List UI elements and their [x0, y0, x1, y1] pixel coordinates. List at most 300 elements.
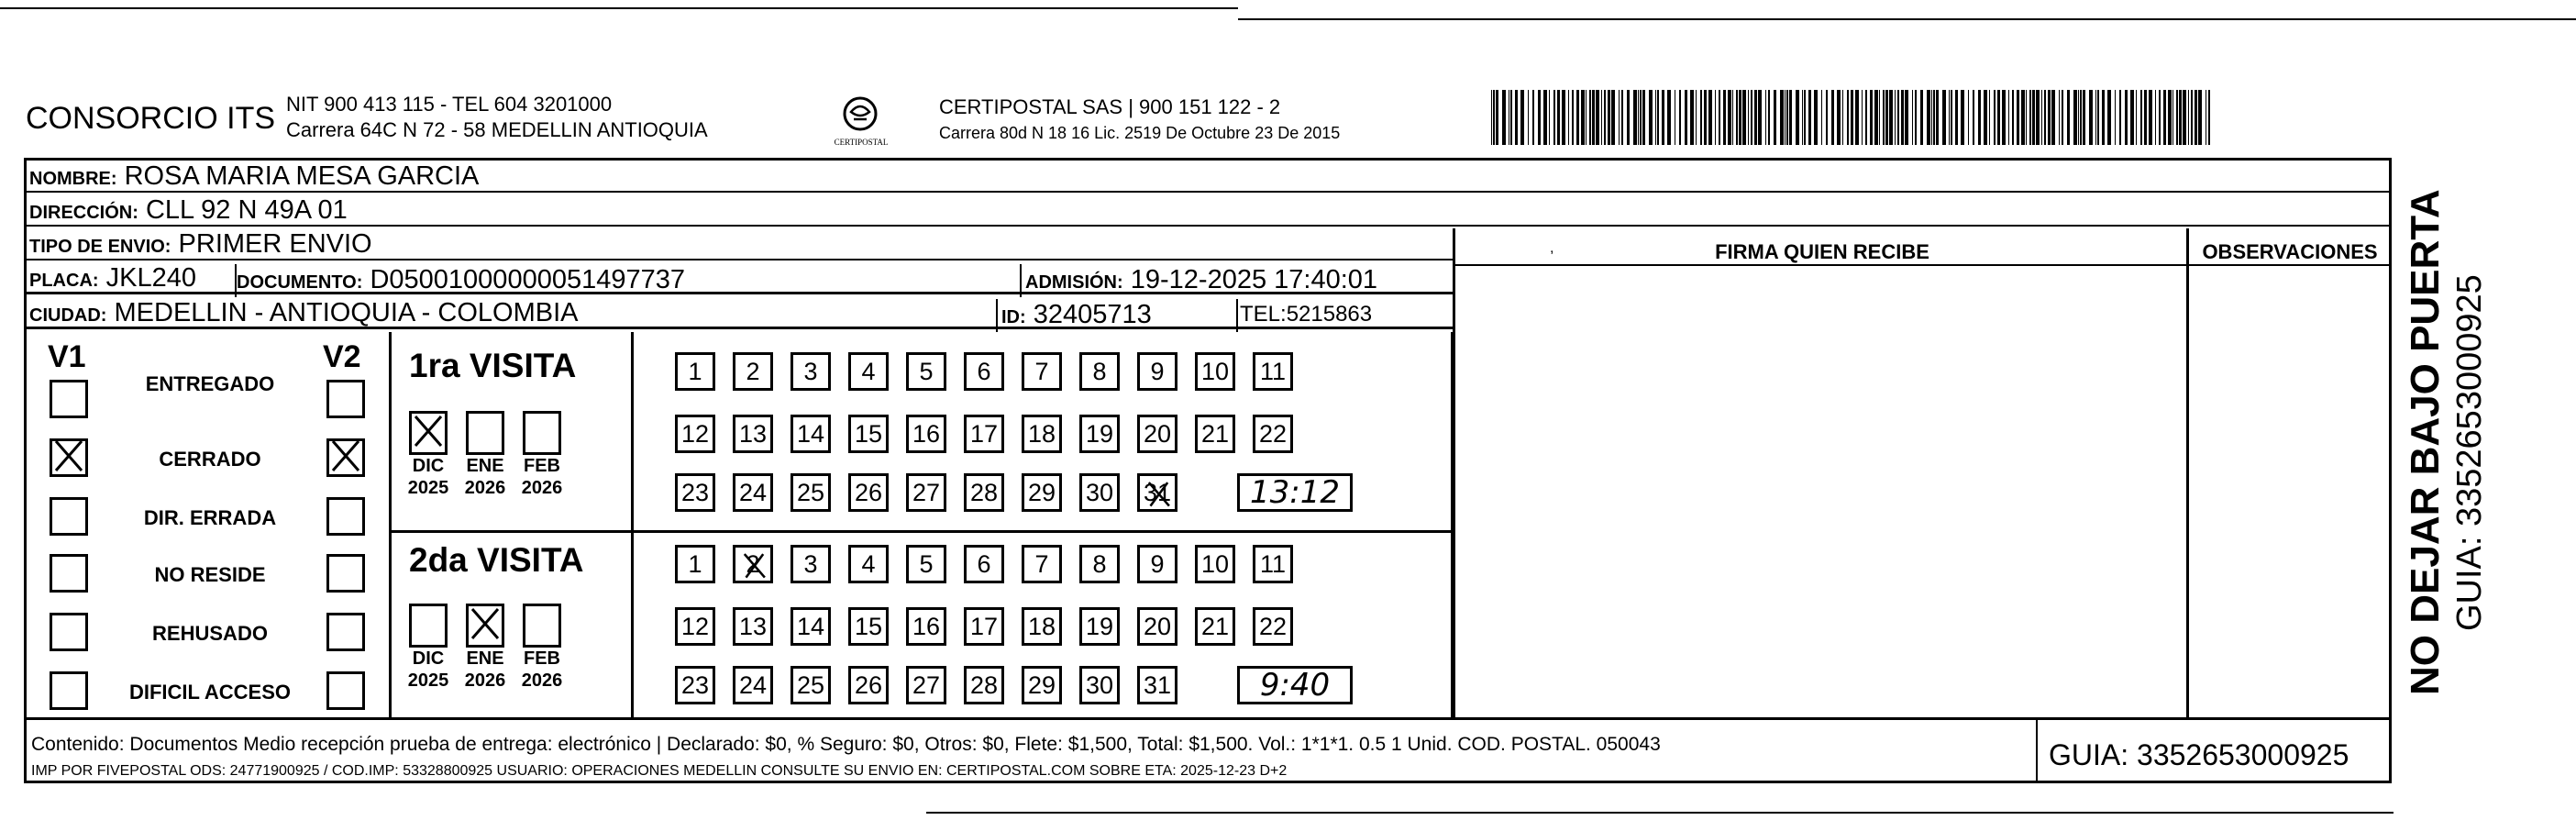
barcode-bar: [1491, 90, 1492, 145]
barcode-bar: [1586, 90, 1587, 145]
status-v1-checkbox[interactable]: [50, 497, 88, 536]
barcode-bar: [1736, 90, 1738, 145]
barcode-bar: [1851, 90, 1853, 145]
sep-visits-days: [631, 332, 634, 717]
visit2-day-box[interactable]: [1137, 545, 1177, 583]
tel-value: 5215863: [1286, 302, 1373, 327]
month-name: ENE: [466, 456, 504, 476]
barcode-bar: [2168, 90, 2172, 145]
month-year: 2026: [464, 670, 506, 691]
day-number: 9: [1150, 549, 1165, 578]
name-label: NOMBRE:: [29, 169, 117, 189]
sep-observations: [2186, 228, 2189, 717]
visit1-month-label: [514, 455, 570, 499]
visit1-day-box[interactable]: [848, 415, 889, 453]
day-number: 14: [796, 419, 825, 448]
recipient-address: CLL 92 N 49A 01: [145, 195, 348, 225]
barcode-bar: [2051, 90, 2055, 145]
visit2-day-box[interactable]: [906, 545, 946, 583]
city-value: MEDELLIN - ANTIOQUIA - COLOMBIA: [114, 298, 579, 327]
day-number: 28: [969, 478, 999, 506]
day-number: 10: [1200, 549, 1230, 578]
visit2-day-box[interactable]: [1253, 607, 1293, 646]
visit1-day-box[interactable]: [1253, 352, 1293, 391]
visit2-day-box[interactable]: [733, 607, 773, 646]
visit1-day-box[interactable]: [1022, 473, 1062, 512]
barcode-bar: [1754, 90, 1757, 145]
day-number: 14: [796, 612, 825, 640]
barcode-bar: [1619, 90, 1620, 145]
barcode-bar: [2089, 90, 2093, 145]
shipment-type: PRIMER ENVIO: [178, 229, 372, 259]
signature-dot: ,: [1550, 240, 1554, 256]
day-number: 22: [1258, 419, 1288, 448]
sep-doc: [235, 264, 237, 297]
visit1-day-box[interactable]: [675, 352, 715, 391]
barcode-bar: [2179, 90, 2182, 145]
barcode-bar: [1748, 90, 1749, 145]
observations-header: OBSERVACIONES: [2202, 240, 2378, 263]
day-number: 11: [1259, 549, 1287, 578]
visit1-day-box[interactable]: [733, 415, 773, 453]
barcode-bar: [1901, 90, 1904, 145]
visit2-day-box[interactable]: [675, 666, 715, 704]
doc-value: D05001000000051497737: [370, 265, 685, 294]
barcode-bar: [1897, 90, 1899, 145]
barcode-bar: [1655, 90, 1656, 145]
status-label: ENTREGADO: [145, 372, 275, 395]
courier-info: [939, 94, 1340, 146]
visit1-month-checkbox[interactable]: [523, 411, 561, 455]
day-number: 26: [854, 670, 883, 699]
visit1-day-box[interactable]: [964, 473, 1004, 512]
visit2-day-box[interactable]: [964, 666, 1004, 704]
barcode-bar: [2172, 90, 2173, 145]
barcode-bar: [1510, 90, 1512, 145]
barcode-bar: [2183, 90, 2186, 145]
status-label: CERRADO: [159, 448, 261, 471]
barcode-bar: [1895, 90, 1896, 145]
status-label: REHUSADO: [152, 622, 268, 645]
visit1-day-box[interactable]: [1079, 415, 1120, 453]
visit1-day-box[interactable]: [1195, 415, 1235, 453]
day-number: 16: [912, 612, 941, 640]
document-field: [237, 264, 685, 295]
barcode-bar: [1572, 90, 1574, 145]
status-v1-checkbox[interactable]: [50, 438, 88, 477]
barcode-bar: [1927, 90, 1930, 145]
barcode-bar: [1831, 90, 1834, 145]
barcode-bar: [2149, 90, 2152, 145]
visit2-day-box[interactable]: [848, 666, 889, 704]
barcode-bar: [1742, 90, 1746, 145]
status-v2-checkbox[interactable]: [326, 613, 365, 651]
day-number: 5: [919, 357, 934, 385]
visit1-day-box[interactable]: [848, 473, 889, 512]
visit1-day-box[interactable]: [790, 352, 831, 391]
day-number: 30: [1085, 478, 1114, 506]
visit2-day-box[interactable]: [906, 666, 946, 704]
barcode-bar: [1719, 90, 1720, 145]
visit1-title: 1ra VISITA: [409, 347, 577, 384]
barcode-bar: [1581, 90, 1585, 145]
barcode-bar: [1942, 90, 1946, 145]
signature-area[interactable]: [1456, 268, 2184, 715]
v1-header: V1: [48, 339, 86, 374]
visit2-day-box[interactable]: [675, 545, 715, 583]
status-v1-checkbox[interactable]: [50, 613, 88, 651]
barcode-bar: [1874, 90, 1878, 145]
barcode-bar: [1604, 90, 1606, 145]
barcode-bar: [1885, 90, 1888, 145]
barcode-bar: [2130, 90, 2134, 145]
visit2-month-label: [514, 648, 570, 692]
sep-footer-guia: [2036, 717, 2038, 783]
barcode-bar: [2017, 90, 2019, 145]
visit2-day-box[interactable]: [848, 545, 889, 583]
month-year: 2026: [521, 478, 563, 498]
visit1-day-box[interactable]: [1079, 473, 1120, 512]
visit2-month-label: [400, 648, 457, 692]
month-year: 2025: [407, 478, 449, 498]
barcode-bar: [1520, 90, 1524, 145]
barcode-bar: [2032, 90, 2035, 145]
side-guia: GUIA: 3352653000925: [2450, 274, 2489, 631]
visit2-day-box[interactable]: [733, 545, 773, 583]
visit2-day-box[interactable]: [1137, 666, 1177, 704]
barcode-bar: [1502, 90, 1506, 145]
visit1-day-box[interactable]: [1022, 352, 1062, 391]
barcode-bar: [1984, 90, 1987, 145]
day-number: 24: [738, 478, 768, 506]
barcode-bar: [1557, 90, 1560, 145]
barcode-bar: [1543, 90, 1547, 145]
status-v1-checkbox[interactable]: [50, 380, 88, 418]
sep-admission: [1020, 264, 1022, 297]
barcode-bar: [2012, 90, 2014, 145]
visit1-day-box[interactable]: [790, 473, 831, 512]
visit1-day-box[interactable]: [1195, 352, 1235, 391]
day-number: 29: [1027, 478, 1056, 506]
barcode-bar: [1732, 90, 1733, 145]
barcode-bar: [1596, 90, 1599, 145]
day-number: 31: [1143, 478, 1172, 506]
day-number: 2: [746, 549, 760, 578]
barcode-bar: [1780, 90, 1784, 145]
visit2-day-box[interactable]: [1079, 545, 1120, 583]
day-number: 16: [912, 419, 941, 448]
day-number: 5: [919, 549, 934, 578]
barcode-bar: [1592, 90, 1595, 145]
barcode-bar: [2080, 90, 2082, 145]
visit1-day-box[interactable]: [906, 352, 946, 391]
visit2-day-box[interactable]: [906, 607, 946, 646]
barcode-bar: [1657, 90, 1659, 145]
visit1-month-checkbox[interactable]: [466, 411, 504, 455]
barcode-bar: [1883, 90, 1885, 145]
visit2-day-box[interactable]: [1079, 607, 1120, 646]
barcode-bar: [2059, 90, 2060, 145]
barcode-bar: [1568, 90, 1569, 145]
barcode-bar: [1700, 90, 1702, 145]
barcode-bar: [1814, 90, 1818, 145]
visit1-day-box[interactable]: [906, 415, 946, 453]
visit1-day-box[interactable]: [964, 415, 1004, 453]
visit1-day-box[interactable]: [675, 415, 715, 453]
id-field: [1001, 299, 1152, 330]
barcode-bar: [2155, 90, 2156, 145]
barcode-bar: [1936, 90, 1939, 145]
visit1-day-box[interactable]: [733, 352, 773, 391]
top-right-line: [1238, 18, 2576, 20]
check-x-icon: [467, 605, 503, 647]
status-v2-checkbox[interactable]: [326, 497, 365, 536]
visit2-day-box[interactable]: [790, 666, 831, 704]
day-number: 18: [1027, 612, 1056, 640]
courier-license: Carrera 80d N 18 16 Lic. 2519 De Octubre 23 De 2015: [939, 124, 1341, 142]
visit1-day-box[interactable]: [906, 473, 946, 512]
visit2-month-checkbox[interactable]: [409, 604, 448, 648]
visit2-day-box[interactable]: [848, 607, 889, 646]
barcode-bar: [1493, 90, 1495, 145]
visit2-day-box[interactable]: [1022, 545, 1062, 583]
barcode-bar: [2044, 90, 2046, 145]
row-type: [24, 228, 1454, 260]
status-v1-checkbox[interactable]: [50, 554, 88, 593]
visit2-time-field[interactable]: 9:40: [1237, 666, 1353, 704]
courier-nit: CERTIPOSTAL SAS | 900 151 122 - 2: [939, 95, 1281, 118]
visit1-day-box[interactable]: [848, 352, 889, 391]
check-x-icon: [327, 438, 364, 479]
visit2-day-box[interactable]: [964, 545, 1004, 583]
day-number: 13: [738, 612, 768, 640]
barcode-bar: [2073, 90, 2077, 145]
barcode-bar: [1751, 90, 1752, 145]
day-number: 13: [738, 419, 768, 448]
barcode-bar: [1576, 90, 1579, 145]
v2-header: V2: [323, 339, 361, 374]
day-number: 1: [688, 357, 702, 385]
visit2-day-box[interactable]: [1195, 545, 1235, 583]
company-name: CONSORCIO ITS: [26, 101, 276, 136]
day-number: 31: [1143, 670, 1172, 699]
month-name: FEB: [524, 648, 560, 669]
day-number: 21: [1200, 419, 1230, 448]
day-number: 23: [680, 670, 710, 699]
barcode-bar: [1739, 90, 1741, 145]
barcode-bar: [1973, 90, 1974, 145]
day-number: 8: [1092, 357, 1107, 385]
visit2-day-box[interactable]: [1079, 666, 1120, 704]
barcode-bar: [2144, 90, 2147, 145]
barcode-bar: [1915, 90, 1917, 145]
barcode-bar: [2176, 90, 2178, 145]
barcode-bar: [1785, 90, 1786, 145]
barcode: [1489, 90, 2219, 145]
barcode-bar: [1728, 90, 1731, 145]
visit1-day-box[interactable]: [1079, 352, 1120, 391]
visit2-day-box[interactable]: [1022, 666, 1062, 704]
visit2-day-box[interactable]: [1195, 607, 1235, 646]
barcode-bar: [1978, 90, 1981, 145]
admission-label: ADMISIÓN:: [1025, 272, 1123, 293]
barcode-bar: [2095, 90, 2096, 145]
visit2-month-checkbox[interactable]: [523, 604, 561, 648]
barcode-bar: [1621, 90, 1623, 145]
company-info: [286, 92, 708, 143]
barcode-bar: [1994, 90, 1996, 145]
month-name: FEB: [524, 456, 560, 476]
barcode-bar: [1708, 90, 1712, 145]
barcode-bar: [1553, 90, 1555, 145]
status-v2-checkbox[interactable]: [326, 380, 365, 418]
barcode-bar: [2208, 90, 2210, 145]
barcode-bar: [1912, 90, 1913, 145]
logo-caption: CERTIPOSTAL: [834, 138, 889, 147]
day-number: 29: [1027, 670, 1056, 699]
barcode-bar: [2102, 90, 2105, 145]
day-number: 17: [969, 612, 999, 640]
barcode-bar: [1802, 90, 1803, 145]
barcode-bar: [1920, 90, 1923, 145]
barcode-bar: [1955, 90, 1958, 145]
barcode-bar: [1538, 90, 1541, 145]
row-name: [24, 161, 2392, 193]
barcode-bar: [2083, 90, 2085, 145]
visit1-day-box[interactable]: [1137, 473, 1177, 512]
barcode-bar: [1804, 90, 1806, 145]
month-name: DIC: [412, 648, 445, 669]
visit1-day-box[interactable]: [675, 473, 715, 512]
day-number: 15: [854, 419, 883, 448]
id-value: 32405713: [1033, 300, 1152, 329]
barcode-bar: [1532, 90, 1534, 145]
day-number: 12: [680, 419, 710, 448]
barcode-bar: [2163, 90, 2166, 145]
tel-field: [1240, 299, 1372, 330]
visit1-day-box[interactable]: [964, 352, 1004, 391]
barcode-bar: [1549, 90, 1550, 145]
status-v2-checkbox[interactable]: [326, 554, 365, 593]
status-label: DIFICIL ACCESO: [128, 681, 291, 704]
barcode-bar: [1821, 90, 1822, 145]
sep-tel: [1236, 299, 1238, 332]
barcode-bar: [1667, 90, 1671, 145]
visit2-month-label: [457, 648, 514, 692]
day-number: 27: [912, 670, 941, 699]
sep-visits: [389, 530, 1453, 533]
admission-value: 19-12-2025 17:40:01: [1130, 265, 1378, 294]
barcode-bar: [1589, 90, 1591, 145]
visit2-day-box[interactable]: [675, 607, 715, 646]
city-label: CIUDAD:: [29, 305, 107, 326]
status-label: NO RESIDE: [154, 563, 266, 586]
barcode-bar: [1855, 90, 1859, 145]
barcode-bar: [1808, 90, 1811, 145]
barcode-bar: [2159, 90, 2161, 145]
barcode-bar: [2115, 90, 2116, 145]
visit1-day-box[interactable]: [1137, 415, 1177, 453]
check-x-icon: [410, 413, 447, 454]
visit2-day-box[interactable]: [790, 545, 831, 583]
visit1-day-box[interactable]: [733, 473, 773, 512]
company-address: Carrera 64C N 72 - 58 MEDELLIN ANTIOQUIA: [286, 118, 708, 141]
barcode-bar: [1865, 90, 1867, 145]
visit2-day-box[interactable]: [733, 666, 773, 704]
day-number: 7: [1034, 357, 1049, 385]
barcode-bar: [1528, 90, 1529, 145]
type-label: TIPO DE ENVIO:: [29, 237, 171, 257]
status-v2-checkbox[interactable]: [326, 438, 365, 477]
barcode-bar: [2119, 90, 2121, 145]
month-year: 2026: [521, 670, 563, 691]
status-v2-checkbox[interactable]: [326, 671, 365, 710]
address-label: DIRECCIÓN:: [29, 203, 138, 223]
barcode-bar: [1690, 90, 1694, 145]
barcode-bar: [2125, 90, 2128, 145]
company-nit: NIT 900 413 115 - TEL 604 3201000: [286, 93, 613, 116]
barcode-bar: [1601, 90, 1602, 145]
barcode-bar: [1496, 90, 1498, 145]
barcode-bar: [1796, 90, 1799, 145]
visit1-day-box[interactable]: [1253, 415, 1293, 453]
month-name: DIC: [412, 456, 445, 476]
visit1-month-label: [400, 455, 457, 499]
barcode-bar: [1786, 90, 1788, 145]
visit1-month-checkbox[interactable]: [409, 411, 448, 455]
barcode-bar: [1997, 90, 2000, 145]
visit2-day-box[interactable]: [964, 607, 1004, 646]
visit1-day-box[interactable]: [1022, 415, 1062, 453]
day-number: 25: [796, 670, 825, 699]
day-number: 17: [969, 419, 999, 448]
barcode-bar: [1685, 90, 1687, 145]
visit1-time-field[interactable]: 13:12: [1237, 473, 1353, 512]
visit2-day-box[interactable]: [1253, 545, 1293, 583]
barcode-bar: [1649, 90, 1653, 145]
day-number: 22: [1258, 612, 1288, 640]
day-marked-x-icon: [737, 549, 770, 581]
day-number: 19: [1085, 612, 1114, 640]
barcode-bar: [1905, 90, 1908, 145]
barcode-bar: [1679, 90, 1681, 145]
print-info-line: IMP POR FIVEPOSTAL ODS: 24771900925 / COD.IMP: 53328800925 USUARIO: OPERACIONES MEDELLIN CONSULTE SU ENVIO EN: CERTIPOSTAL.COM SOBRE ETA: 2025-12-23 D+2: [31, 763, 1288, 779]
status-v1-checkbox[interactable]: [50, 671, 88, 710]
day-number: 4: [861, 357, 876, 385]
visit2-day-box[interactable]: [1022, 607, 1062, 646]
day-marked-x-icon: [1142, 478, 1175, 509]
barcode-bar: [1608, 90, 1610, 145]
observations-area[interactable]: [2190, 268, 2390, 715]
barcode-bar: [2198, 90, 2202, 145]
barcode-bar: [1879, 90, 1880, 145]
visit2-day-box[interactable]: [790, 607, 831, 646]
visit1-day-box[interactable]: [790, 415, 831, 453]
barcode-bar: [1949, 90, 1950, 145]
barcode-bar: [1870, 90, 1873, 145]
visit2-month-checkbox[interactable]: [466, 604, 504, 648]
visit2-title: 2da VISITA: [409, 541, 584, 579]
visit2-day-box[interactable]: [1137, 607, 1177, 646]
visit1-day-box[interactable]: [1137, 352, 1177, 391]
sep-status-visits: [389, 332, 392, 717]
footer-guia: GUIA: 3352653000925: [2049, 738, 2349, 771]
day-number: 3: [803, 357, 818, 385]
day-number: 10: [1200, 357, 1230, 385]
day-number: 1: [688, 549, 702, 578]
day-number: 6: [977, 549, 991, 578]
barcode-bar: [1696, 90, 1697, 145]
